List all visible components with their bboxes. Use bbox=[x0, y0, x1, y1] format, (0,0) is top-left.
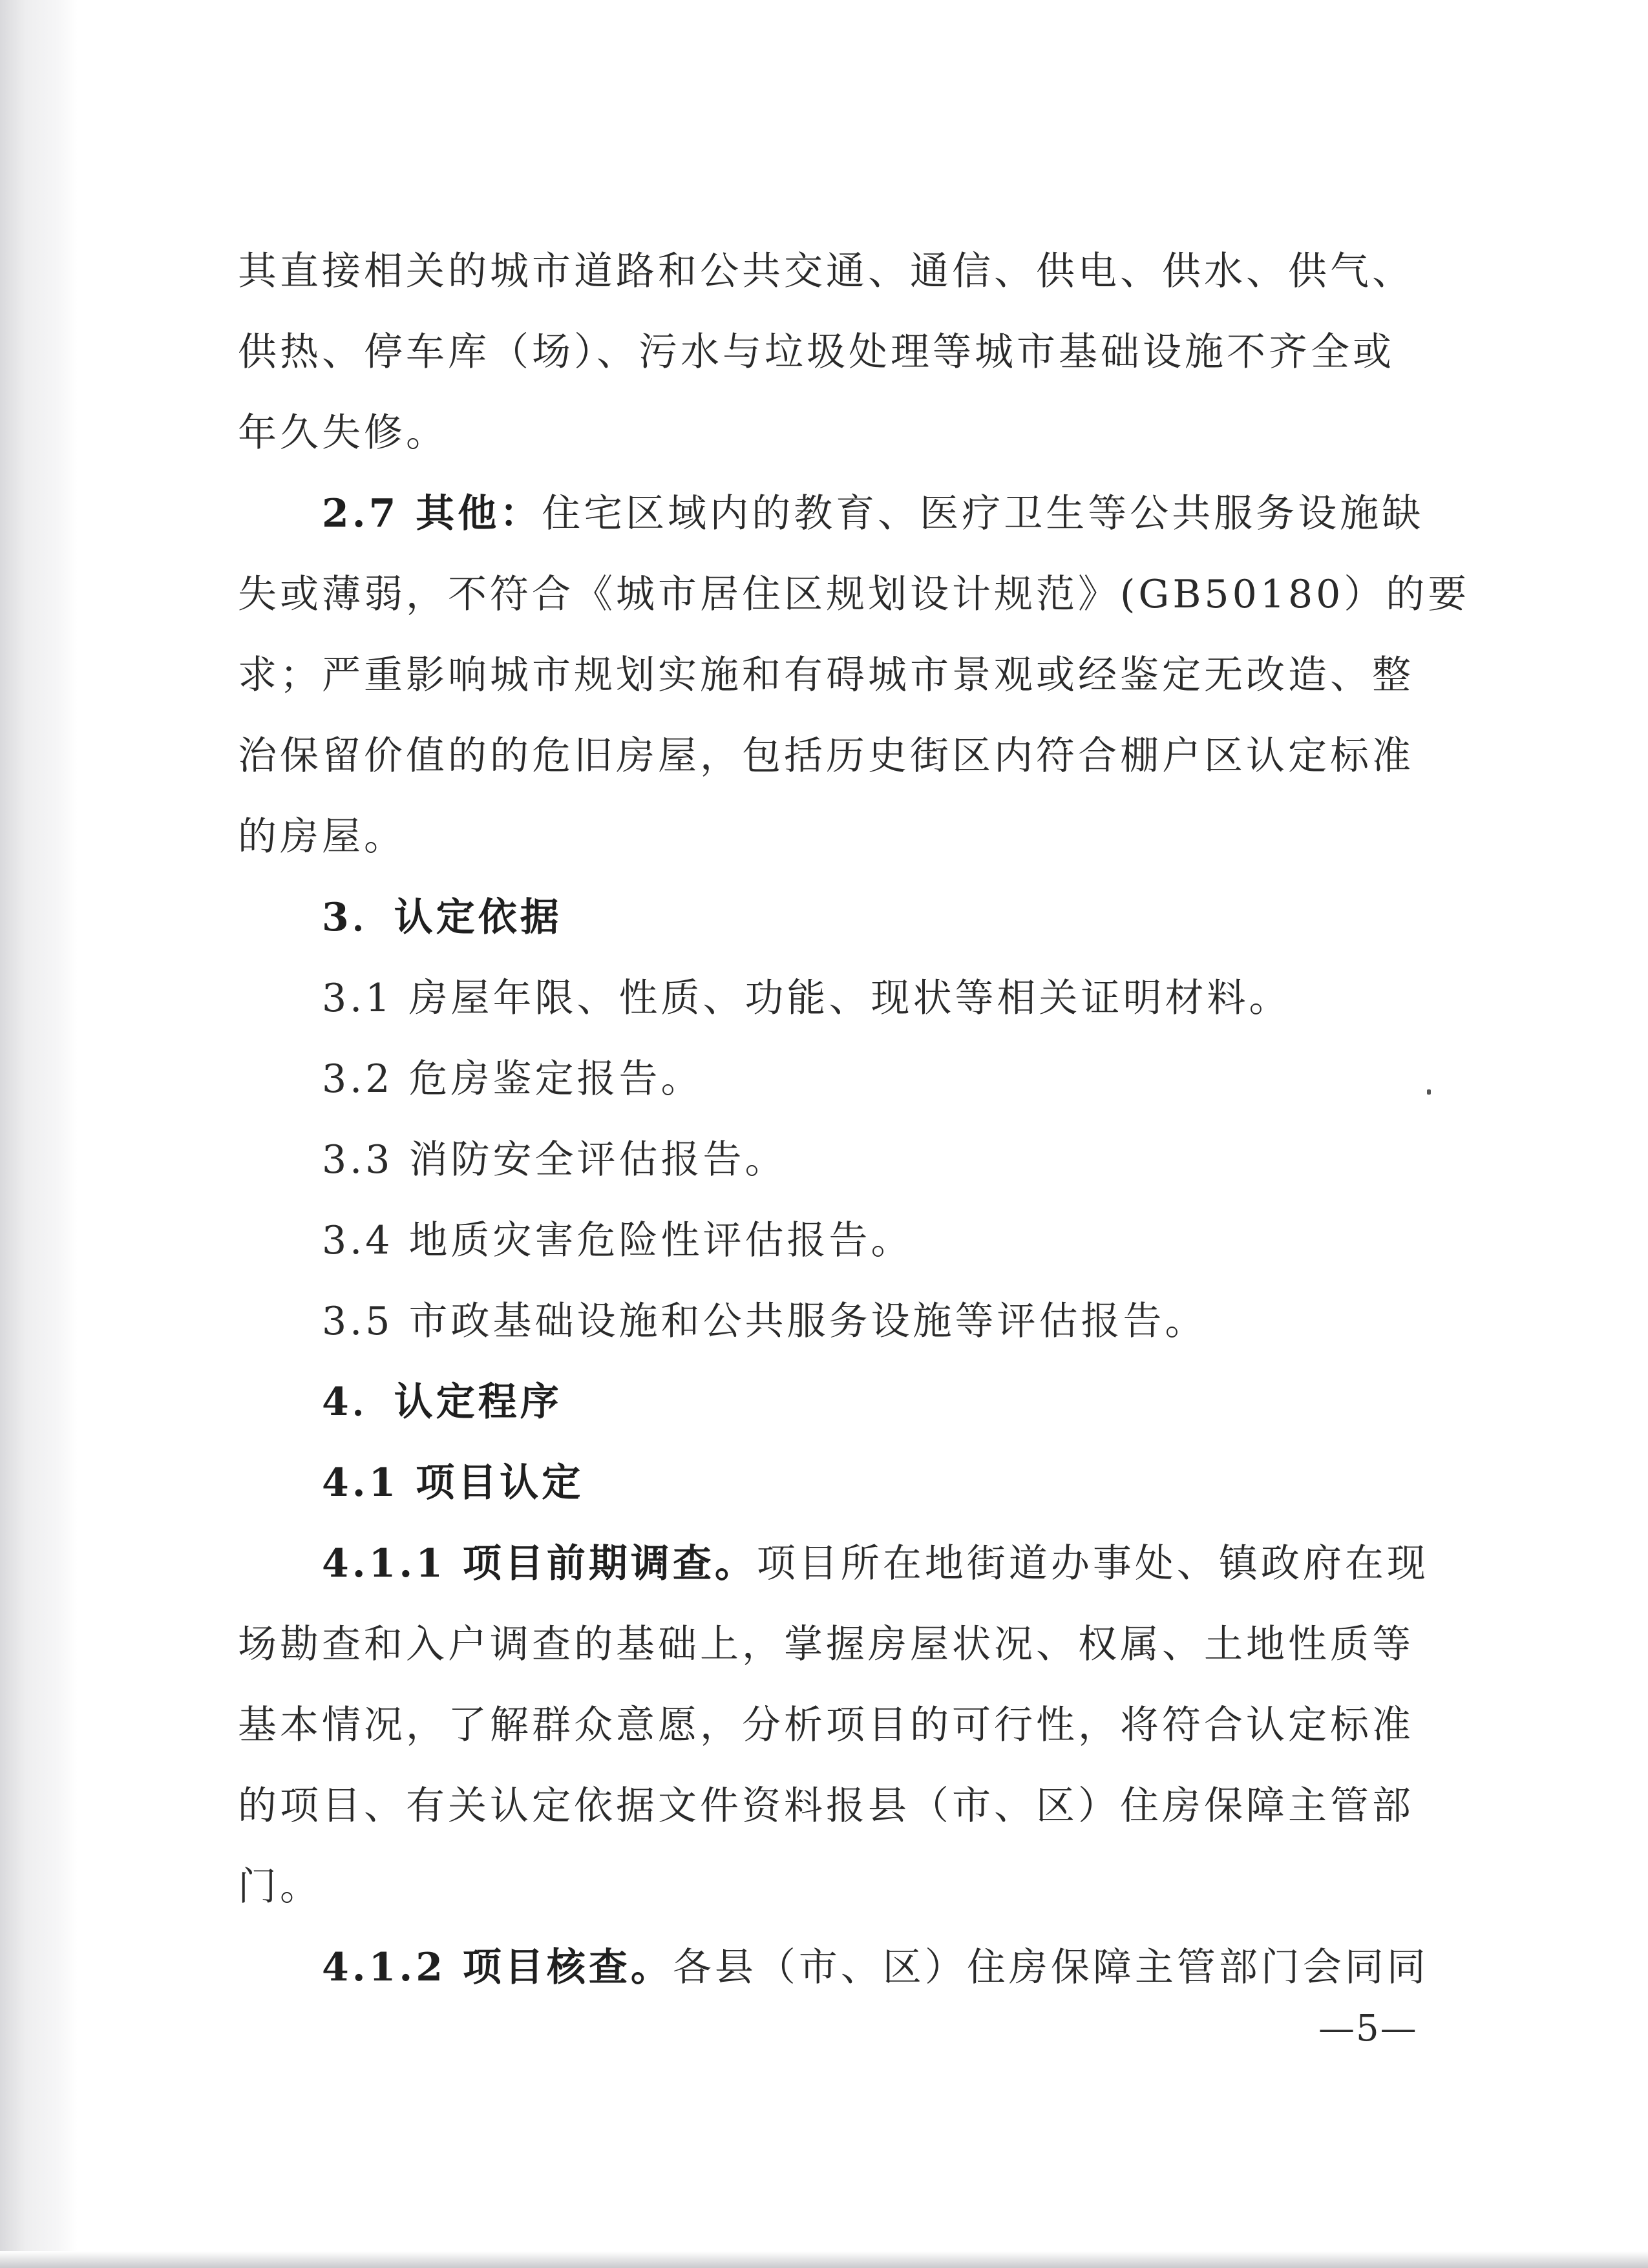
page-number: —5— bbox=[1318, 2008, 1418, 2050]
text-line: 的房屋。 bbox=[238, 814, 406, 859]
section-2-7-text: 住宅区域内的教育、医疗卫生等公共服务设施缺 bbox=[542, 491, 1424, 536]
section-4-1-2-heading: 4.1.2 项目核查。 bbox=[322, 1945, 673, 1990]
text-line: 基本情况，了解群众意愿，分析项目的可行性，将符合认定标准 bbox=[238, 1703, 1414, 1748]
text-line: 其直接相关的城市道路和公共交通、通信、供电、供水、供气、 bbox=[238, 249, 1414, 294]
text-line: 场勘查和入户调查的基础上，掌握房屋状况、权属、土地性质等 bbox=[238, 1622, 1414, 1667]
text-line: 门。 bbox=[238, 1864, 322, 1909]
section-4-1-heading: 4.1 项目认定 bbox=[322, 1460, 584, 1506]
scan-speck bbox=[1427, 1089, 1431, 1095]
section-4-1-2-first-line bbox=[238, 1927, 1433, 2008]
list-item: 3.2 危房鉴定报告。 bbox=[322, 1056, 703, 1102]
section-4-1-2-text: 各县（市、区）住房保障主管部门会同同 bbox=[672, 1945, 1429, 1990]
scan-shadow-bottom bbox=[0, 2251, 1648, 2268]
section-2-7-first-line bbox=[238, 474, 1433, 554]
list-item: 3.5 市政基础设施和公共服务设施等评估报告。 bbox=[322, 1299, 1207, 1344]
text-line: 年久失修。 bbox=[238, 410, 448, 456]
section-4-1-1-text: 项目所在地街道办事处、镇政府在现 bbox=[756, 1541, 1429, 1586]
text-line: 治保留价值的的危旧房屋，包括历史街区内符合棚户区认定标准 bbox=[238, 733, 1414, 779]
scan-shadow-left bbox=[0, 0, 78, 2268]
list-item: 3.1 房屋年限、性质、功能、现状等相关证明材料。 bbox=[322, 976, 1291, 1021]
text-line: 失或薄弱，不符合《城市居住区规划设计规范》(GB50180）的要 bbox=[238, 572, 1470, 617]
section-3-heading: 3．认定依据 bbox=[322, 895, 562, 940]
section-4-1-1-first-line bbox=[238, 1524, 1433, 1604]
section-2-7-heading: 2.7 其他： bbox=[322, 491, 542, 536]
document-body bbox=[238, 231, 1470, 2008]
section-4-heading: 4．认定程序 bbox=[322, 1380, 562, 1425]
list-item: 3.3 消防安全评估报告。 bbox=[322, 1137, 787, 1182]
section-4-1-1-heading: 4.1.1 项目前期调查。 bbox=[322, 1541, 757, 1586]
text-line: 的项目、有关认定依据文件资料报县（市、区）住房保障主管部 bbox=[238, 1783, 1414, 1829]
list-item: 3.4 地质灾害危险性评估报告。 bbox=[322, 1218, 913, 1263]
text-line: 求；严重影响城市规划实施和有碍城市景观或经鉴定无改造、整 bbox=[238, 653, 1414, 698]
text-line: 供热、停车库（场）、污水与垃圾处理等城市基础设施不齐全或 bbox=[238, 330, 1395, 375]
